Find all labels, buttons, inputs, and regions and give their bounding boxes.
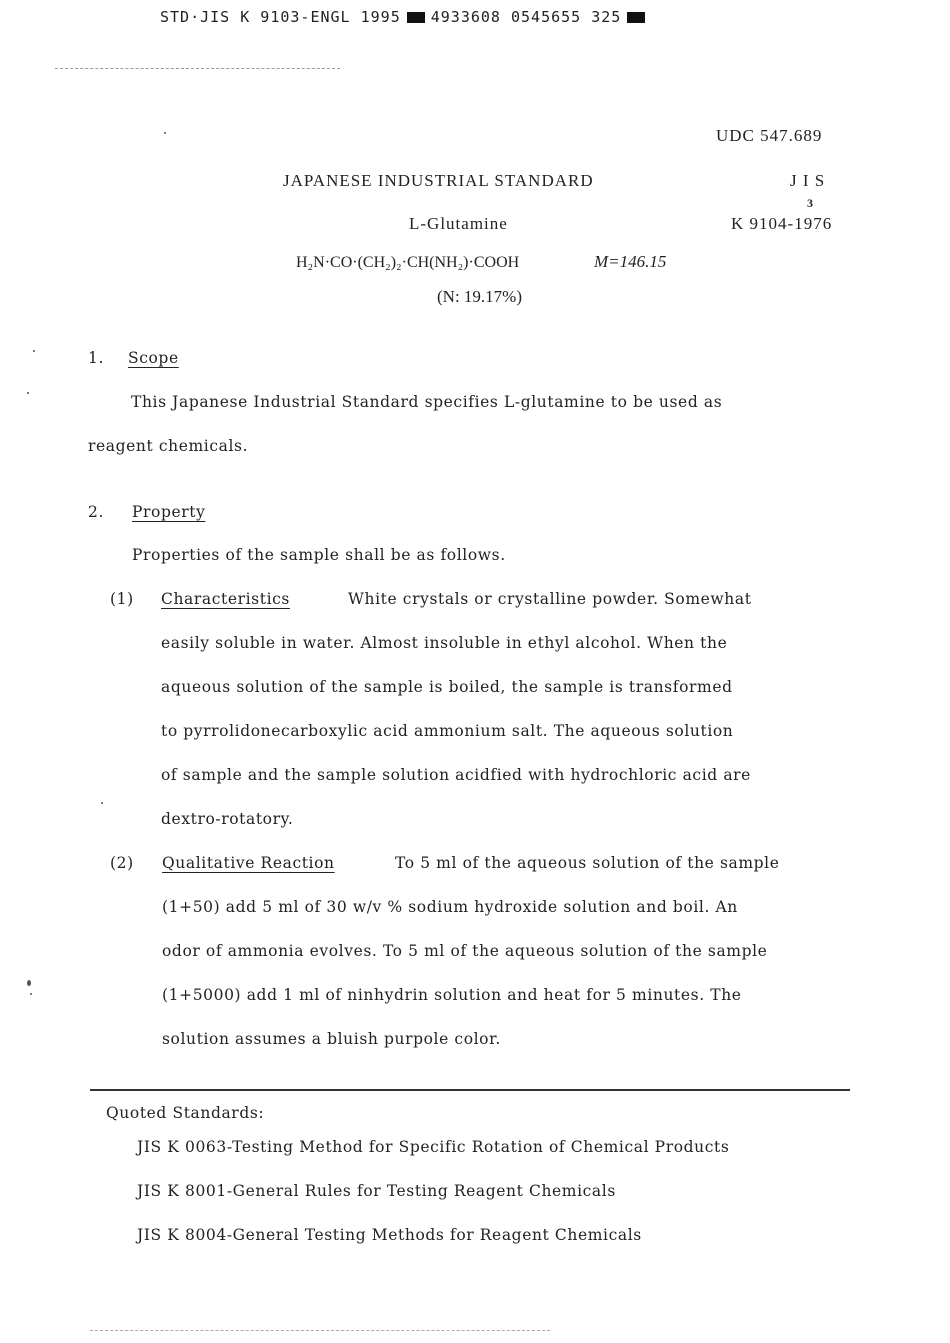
scan-speck xyxy=(33,350,35,352)
quoted-standard-item: JIS K 0063-Testing Method for Specific Rotation of Chemical Products xyxy=(137,1138,730,1156)
scan-speck xyxy=(30,993,32,995)
footnote-divider xyxy=(90,1089,850,1091)
document-stamp xyxy=(160,8,651,26)
scan-artifact-line xyxy=(55,68,340,75)
qualitative-line: (1+50) add 5 ml of 30 w/v % sodium hydroxide solution and boil. An xyxy=(162,898,738,916)
section-number-property: 2. xyxy=(88,503,104,521)
qualitative-line: To 5 ml of the aqueous solution of the sample xyxy=(395,854,780,872)
item-label-qualitative: (2) xyxy=(110,854,134,872)
characteristics-line: to pyrrolidonecarboxylic acid ammonium salt. The aqueous solution xyxy=(161,722,734,740)
scope-line: reagent chemicals. xyxy=(88,437,249,455)
quoted-standards-heading: Quoted Standards: xyxy=(106,1104,265,1122)
scope-line: This Japanese Industrial Standard specifies L-glutamine to be used as xyxy=(131,393,723,411)
stamp-code: 4933608 0545655 325 xyxy=(430,8,622,26)
section-title-scope: Scope xyxy=(128,349,179,367)
characteristics-line: aqueous solution of the sample is boiled, the sample is transformed xyxy=(161,678,733,696)
qualitative-line: solution assumes a bluish purpole color. xyxy=(162,1030,501,1048)
quoted-standard-item: JIS K 8004-General Testing Methods for Reagent Chemicals xyxy=(137,1226,642,1244)
scan-speck xyxy=(101,802,103,804)
characteristics-line: dextro-rotatory. xyxy=(161,810,294,828)
correction-mark: 3 xyxy=(807,196,814,210)
characteristics-line: of sample and the sample solution acidfied with hydrochloric acid are xyxy=(161,766,751,784)
section-number-scope: 1. xyxy=(88,349,104,367)
standard-title: JAPANESE INDUSTRIAL STANDARD xyxy=(283,171,594,190)
characteristics-line: White crystals or crystalline powder. Somewhat xyxy=(348,590,752,608)
molar-mass: M=146.15 xyxy=(594,252,667,271)
scan-speck xyxy=(164,132,166,134)
property-intro: Properties of the sample shall be as follows. xyxy=(132,546,506,564)
characteristics-line: easily soluble in water. Almost insoluble in ethyl alcohol. When the xyxy=(161,634,728,652)
jis-label: J I S xyxy=(790,171,826,190)
standard-number: K 9104-1976 xyxy=(731,214,833,233)
nitrogen-content: (N: 19.17%) xyxy=(437,287,522,306)
item-title-characteristics: Characteristics xyxy=(161,590,290,608)
scan-speck xyxy=(27,980,31,986)
quoted-standard-item: JIS K 8001-General Rules for Testing Reagent Chemicals xyxy=(137,1182,616,1200)
item-title-qualitative: Qualitative Reaction xyxy=(162,854,335,872)
redaction-block xyxy=(407,12,425,23)
item-label-characteristics: (1) xyxy=(110,590,134,608)
udc-number: UDC 547.689 xyxy=(716,126,823,145)
scan-speck xyxy=(27,392,29,394)
section-title-property: Property xyxy=(132,503,206,521)
redaction-block xyxy=(627,12,645,23)
qualitative-line: (1+5000) add 1 ml of ninhydrin solution and heat for 5 minutes. The xyxy=(162,986,742,1004)
stamp-left: STD·JIS K 9103-ENGL 1995 xyxy=(160,8,401,26)
scan-artifact-line xyxy=(90,1330,550,1333)
qualitative-line: odor of ammonia evolves. To 5 ml of the aqueous solution of the sample xyxy=(162,942,768,960)
chemical-formula: H₂N·CO·(CH₂)₂·CH(NH₂)·COOH xyxy=(296,254,520,271)
substance-name: L-Glutamine xyxy=(409,214,508,233)
